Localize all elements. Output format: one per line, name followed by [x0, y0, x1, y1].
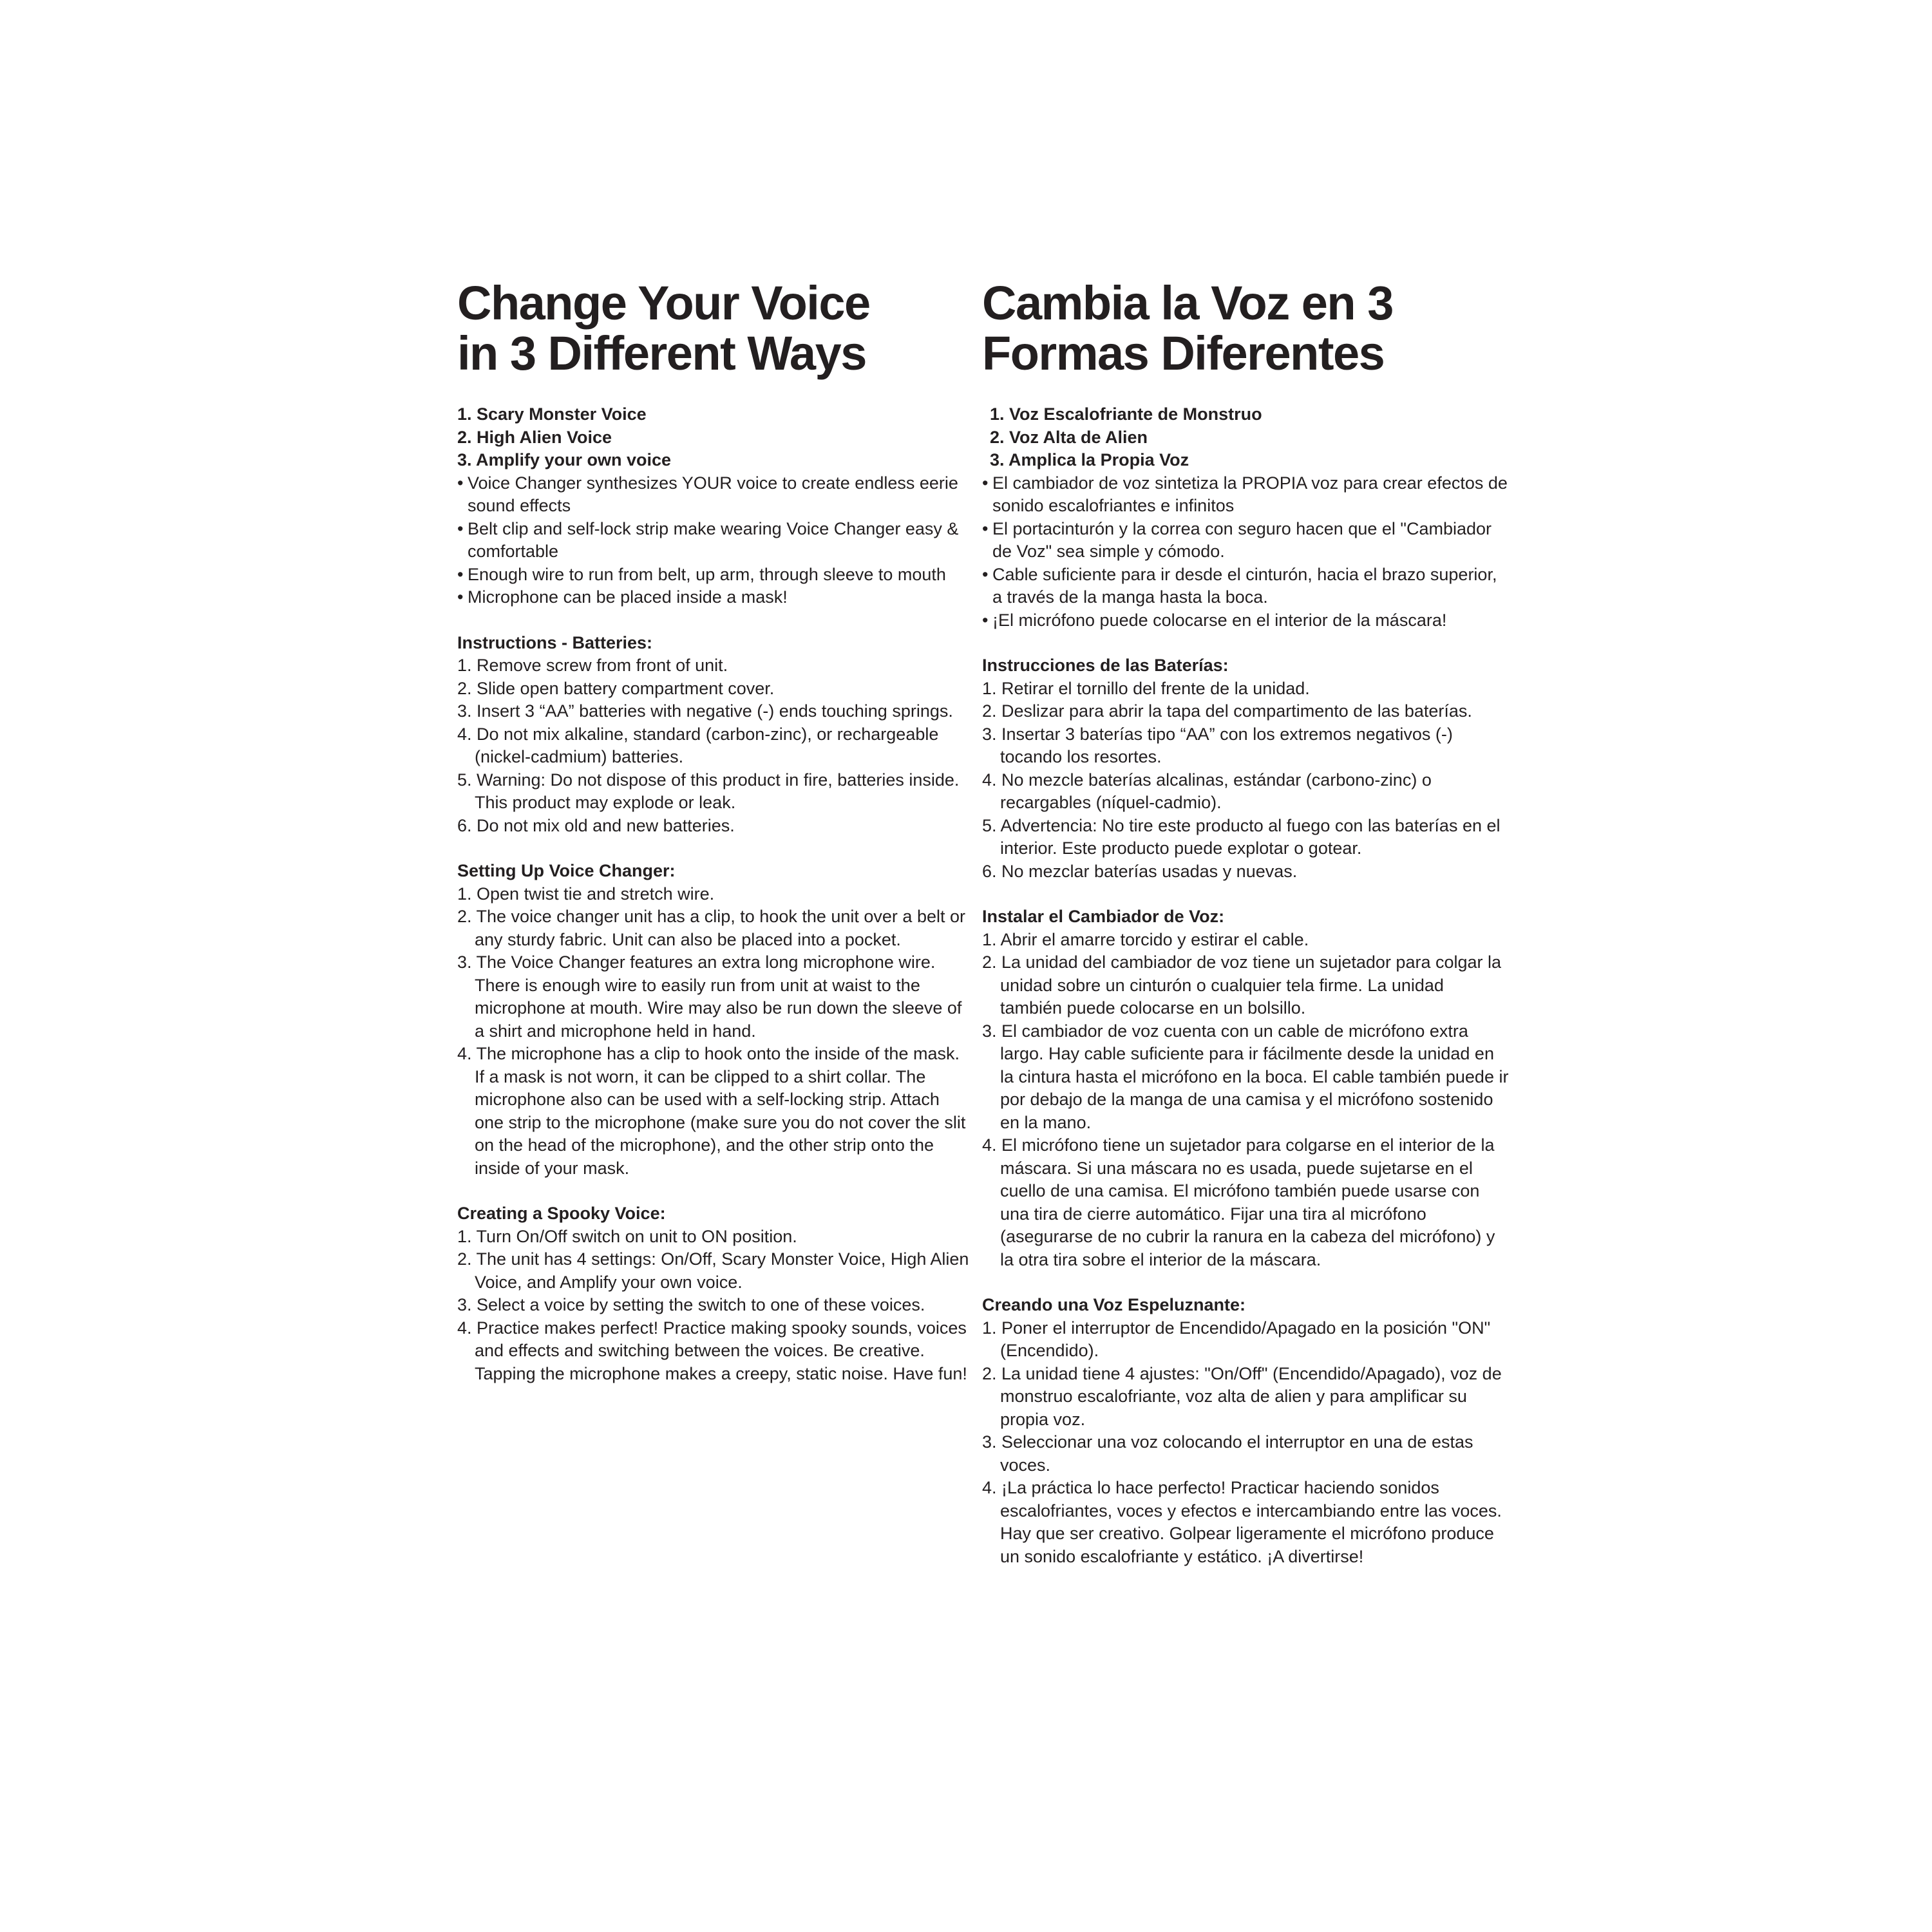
spanish-title-line-2: Formas Diferentes — [982, 327, 1385, 380]
english-mode-item: 1. Scary Monster Voice — [457, 404, 647, 424]
spanish-spooky-heading: Creando una Voz Espeluznante: — [982, 1295, 1246, 1314]
english-title-line-1: Change Your Voice — [457, 276, 870, 330]
english-column — [457, 278, 972, 1385]
spanish-mode-item: 3. Amplica la Propia Voz — [990, 450, 1189, 469]
english-title-line-2: in 3 Different Ways — [457, 327, 866, 380]
spanish-battery-step: 1. Retirar el tornillo del frente de la unidad. — [982, 678, 1310, 698]
english-battery-step: 2. Slide open battery compartment cover. — [457, 678, 775, 698]
english-battery-step: 1. Remove screw from front of unit. — [457, 656, 728, 675]
english-spooky-step: 4. Practice makes perfect! Practice making spooky sounds, voices and effects and switching between the voices. Be creative. Tapping the microphone makes a creepy, static noise. Have fun! — [457, 1318, 967, 1383]
english-battery-step: 5. Warning: Do not dispose of this product in fire, batteries inside. This product may explode or leak. — [457, 770, 960, 812]
spanish-battery-step: 4. No mezcle baterías alcalinas, estándar (carbono-zinc) o recargables (níquel-cadmio). — [982, 770, 1432, 812]
spanish-column — [982, 278, 1510, 1568]
english-spooky-steps — [457, 1226, 972, 1386]
english-setup-step: 3. The Voice Changer features an extra long microphone wire. There is enough wire to easily run from unit at waist to the microphone at mouth. Wire may also be run down the sleeve of a shirt and microphone held in hand. — [457, 952, 962, 1041]
english-feature-item: • Enough wire to run from belt, up arm, through sleeve to mouth — [457, 564, 972, 587]
spanish-feature-item: • El portacinturón y la correa con seguro hacen que el "Cambiador de Voz" sea simple y cómodo. — [982, 518, 1510, 564]
english-setup-section — [457, 860, 972, 1180]
english-setup-step: 4. The microphone has a clip to hook onto the inside of the mask. If a mask is not worn, it can be clipped to a shirt collar. The microphone also can be used with a self-locking strip. Attach one strip to the microphone (make sure you do not cover the slit on the head of the microphone), and the other strip onto the inside of your mask. — [457, 1044, 966, 1178]
spanish-title — [982, 278, 1510, 379]
spanish-feature-item: • Cable suficiente para ir desde el cinturón, hacia el brazo superior, a través de la manga hasta la boca. — [982, 564, 1510, 609]
spanish-setup-section — [982, 905, 1510, 1271]
english-setup-heading: Setting Up Voice Changer: — [457, 861, 676, 880]
english-mode-item: 3. Amplify your own voice — [457, 450, 672, 469]
english-spooky-step: 1. Turn On/Off switch on unit to ON position. — [457, 1226, 797, 1246]
english-feature-item: • Belt clip and self-lock strip make wearing Voice Changer easy & comfortable — [457, 518, 972, 564]
spanish-battery-step: 2. Deslizar para abrir la tapa del compartimento de las baterías. — [982, 701, 1472, 721]
english-batteries-heading: Instructions - Batteries: — [457, 632, 653, 652]
english-feature-item: • Voice Changer synthesizes YOUR voice to create endless eerie sound effects — [457, 472, 972, 518]
spanish-feature-item: • ¡El micrófono puede colocarse en el interior de la máscara! — [982, 609, 1510, 632]
english-battery-step: 6. Do not mix old and new batteries. — [457, 815, 735, 835]
spanish-batteries-section — [982, 654, 1510, 883]
spanish-title-line-1: Cambia la Voz en 3 — [982, 276, 1393, 330]
spanish-spooky-steps — [982, 1317, 1510, 1569]
spanish-spooky-section — [982, 1294, 1510, 1568]
spanish-setup-step: 2. La unidad del cambiador de voz tiene un sujetador para colgar la unidad sobre un cinturón o cualquier tela firme. La unidad también puede colocarse en un bolsillo. — [982, 952, 1502, 1018]
spanish-setup-step: 1. Abrir el amarre torcido y estirar el cable. — [982, 929, 1309, 949]
english-title — [457, 278, 972, 379]
spanish-intro-list — [982, 403, 1510, 632]
english-battery-step: 4. Do not mix alkaline, standard (carbon-zinc), or rechargeable (nickel-cadmium) batteries. — [457, 724, 939, 766]
spanish-setup-step: 3. El cambiador de voz cuenta con un cable de micrófono extra largo. Hay cable suficiente para ir fácilmente desde la unidad en la cintura hasta el micrófono en la boca. El cable también puede ir por debajo de la manga de una camisa y el micrófono sostenido en la mano. — [982, 1021, 1509, 1132]
english-setup-step: 1. Open twist tie and stretch wire. — [457, 884, 715, 904]
english-battery-step: 3. Insert 3 “AA” batteries with negative (-) ends touching springs. — [457, 701, 953, 721]
spanish-spooky-step: 1. Poner el interruptor de Encendido/Apagado en la posición "ON" (Encendido). — [982, 1318, 1491, 1360]
spanish-spooky-step: 3. Seleccionar una voz colocando el interruptor en una de estas voces. — [982, 1432, 1473, 1475]
spanish-battery-step: 6. No mezclar baterías usadas y nuevas. — [982, 861, 1298, 881]
spanish-setup-heading: Instalar el Cambiador de Voz: — [982, 907, 1225, 926]
spanish-spooky-step: 4. ¡La práctica lo hace perfecto! Practicar haciendo sonidos escalofriantes, voces y efectos e intercambiando entre las voces. Hay que ser creativo. Golpear ligeramente el micrófono produce un sonido escalofriante y estático. ¡A divertirse! — [982, 1478, 1502, 1566]
english-batteries-section — [457, 632, 972, 838]
spanish-setup-steps — [982, 929, 1510, 1272]
spanish-mode-item: 1. Voz Escalofriante de Monstruo — [990, 404, 1262, 424]
spanish-setup-step: 4. El micrófono tiene un sujetador para colgarse en el interior de la máscara. Si una máscara no es usada, puede sujetarse en el cuello de una camisa. El micrófono también puede usarse con una tira de cierre automático. Fijar una tira al micrófono (asegurarse de no cubrir la ranura en la cabeza del micrófono) y la otra tira sobre el interior de la máscara. — [982, 1135, 1495, 1269]
english-mode-item: 2. High Alien Voice — [457, 427, 612, 447]
spanish-batteries-steps — [982, 677, 1510, 884]
english-setup-steps — [457, 883, 972, 1180]
spanish-battery-step: 5. Advertencia: No tire este producto al fuego con las baterías en el interior. Este producto puede explotar o gotear. — [982, 815, 1501, 858]
english-setup-step: 2. The voice changer unit has a clip, to hook the unit over a belt or any sturdy fabric. Unit can also be placed into a pocket. — [457, 907, 965, 949]
english-intro-list — [457, 403, 972, 609]
english-batteries-steps — [457, 654, 972, 837]
english-spooky-section — [457, 1202, 972, 1385]
spanish-spooky-step: 2. La unidad tiene 4 ajustes: "On/Off" (Encendido/Apagado), voz de monstruo escalofriante, voz alta de alien y para amplificar su propia voz. — [982, 1363, 1502, 1429]
english-spooky-step: 3. Select a voice by setting the switch to one of these voices. — [457, 1295, 925, 1314]
spanish-mode-item: 2. Voz Alta de Alien — [990, 427, 1148, 447]
english-spooky-step: 2. The unit has 4 settings: On/Off, Scary Monster Voice, High Alien Voice, and Amplify your own voice. — [457, 1249, 969, 1292]
spanish-batteries-heading: Instrucciones de las Baterías: — [982, 656, 1229, 675]
spanish-feature-item: • El cambiador de voz sintetiza la PROPIA voz para crear efectos de sonido escalofriantes e infinitos — [982, 472, 1510, 518]
spanish-battery-step: 3. Insertar 3 baterías tipo “AA” con los extremos negativos (-) tocando los resortes. — [982, 724, 1453, 766]
english-spooky-heading: Creating a Spooky Voice: — [457, 1204, 666, 1223]
english-feature-item: • Microphone can be placed inside a mask! — [457, 586, 972, 609]
